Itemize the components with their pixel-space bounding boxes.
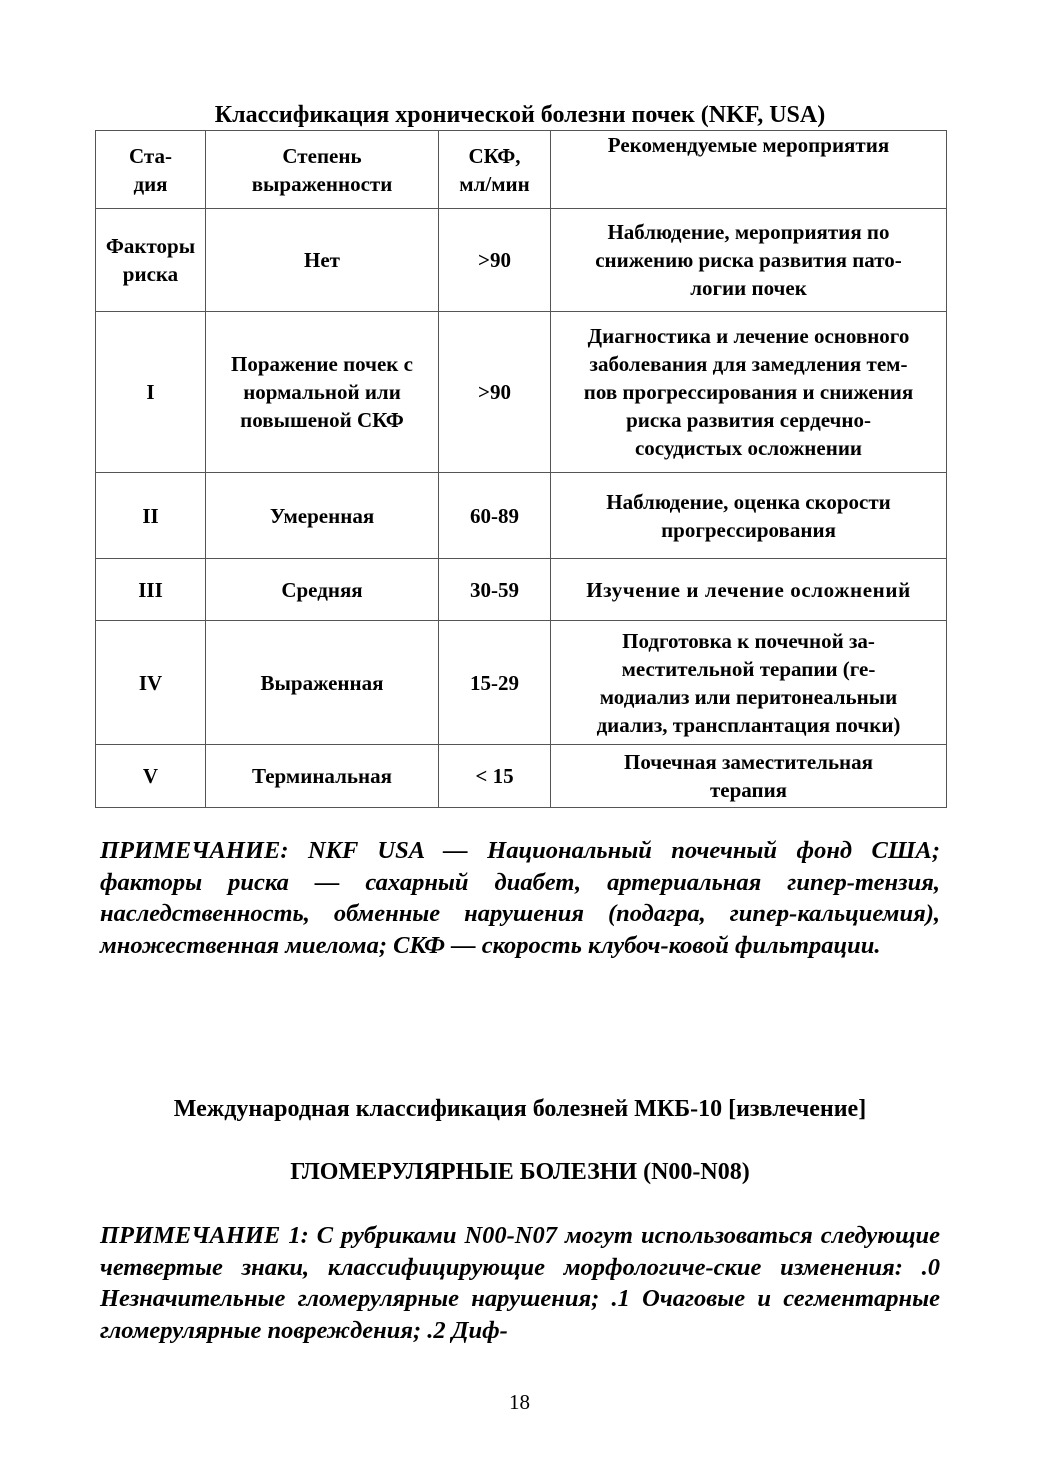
cell-recommendation: Диагностика и лечение основного заболевания для замедления тем- пов прогрессирования и снижения риска развития сердечно- сосудистых осложнении	[551, 312, 947, 473]
ckd-classification-table	[95, 130, 947, 808]
glomerular-diseases-heading: ГЛОМЕРУЛЯРНЫЕ БОЛЕЗНИ (N00-N08)	[290, 1159, 750, 1185]
icd10-note: ПРИМЕЧАНИЕ 1: С рубриками N00-N07 могут использоваться следующие четвертые знаки, классифицирующие морфологиче-ские изменения: .0 Незначительные гломерулярные нарушения; .1 Очаговые и сегментарные гломерулярные повреждения; .2 Диф-	[100, 1222, 940, 1344]
cell-recommendation: Почечная заместительная терапия	[551, 745, 947, 808]
cell-stage: III	[96, 559, 206, 621]
table-header-row	[96, 131, 947, 209]
cell-severity: Средняя	[206, 559, 439, 621]
header-recommendations: Рекомендуемые мероприятия	[551, 131, 947, 209]
cell-stage: II	[96, 473, 206, 559]
cell-severity: Поражение почек с нормальной или повышеной СКФ	[206, 312, 439, 473]
table-row	[96, 473, 947, 559]
table-row	[96, 745, 947, 808]
cell-severity: Нет	[206, 209, 439, 312]
cell-stage: V	[96, 745, 206, 808]
cell-recommendation: Наблюдение, оценка скорости прогрессирования	[551, 473, 947, 559]
cell-gfr: 15-29	[439, 621, 551, 745]
cell-recommendation: Изучение и лечение осложнений	[551, 559, 947, 621]
page-number: 18	[509, 1390, 530, 1414]
table-row	[96, 559, 947, 621]
cell-gfr: 60-89	[439, 473, 551, 559]
cell-gfr: >90	[439, 209, 551, 312]
cell-recommendation: Подготовка к почечной за- местительной терапии (ге- модиализ или перитонеальныи диализ, трансплантация почки)	[551, 621, 947, 745]
cell-gfr: 30-59	[439, 559, 551, 621]
cell-gfr: >90	[439, 312, 551, 473]
cell-severity: Выраженная	[206, 621, 439, 745]
cell-severity: Терминальная	[206, 745, 439, 808]
header-stage: Ста- дия	[96, 131, 206, 209]
table-title: Классификация хронической болезни почек (NKF, USA)	[214, 102, 826, 128]
table-note: ПРИМЕЧАНИЕ: NKF USA — Национальный почечный фонд США; факторы риска — сахарный диабет, артериальная гипер-тензия, наследственность, обменные нарушения (подагра, гипер-кальциемия), множественная миелома; СКФ — скорость клубоч-ковой фильтрации.	[100, 837, 940, 959]
cell-stage: Факторы риска	[96, 209, 206, 312]
cell-recommendation: Наблюдение, мероприятия по снижению риска развития пато- логии почек	[551, 209, 947, 312]
cell-severity: Умеренная	[206, 473, 439, 559]
header-gfr: СКФ, мл/мин	[439, 131, 551, 209]
cell-gfr: < 15	[439, 745, 551, 808]
table-row	[96, 621, 947, 745]
cell-stage: I	[96, 312, 206, 473]
table-row	[96, 209, 947, 312]
cell-stage: IV	[96, 621, 206, 745]
header-severity: Степень выраженности	[206, 131, 439, 209]
icd10-heading: Международная классификация болезней МКБ-10 [извлечение]	[173, 1096, 867, 1122]
table-row	[96, 312, 947, 473]
